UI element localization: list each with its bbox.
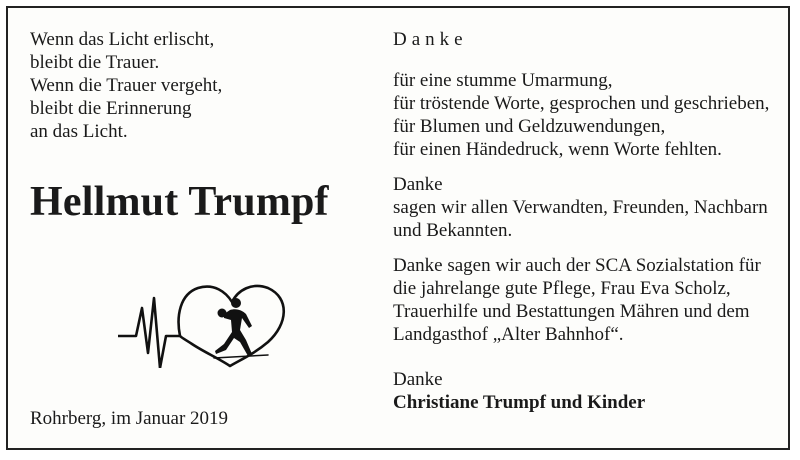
poem-line: bleibt die Erinnerung <box>30 98 192 119</box>
obituary-frame <box>6 6 790 450</box>
thanks-line: für tröstende Worte, gesprochen und geschrieben, <box>393 93 770 114</box>
poem-line: bleibt die Trauer. <box>30 52 160 73</box>
danke-heading: Danke <box>393 29 468 50</box>
right-column <box>393 28 778 426</box>
left-column <box>30 28 360 225</box>
relatives-line: und Bekannten. <box>393 220 513 241</box>
relatives-paragraph <box>393 173 778 242</box>
heartbeat-heart-handball-player-icon <box>118 258 298 368</box>
thanks-line: für einen Händedruck, wenn Worte fehlten. <box>393 139 722 160</box>
thanks-line: für Blumen und Geldzuwendungen, <box>393 116 666 137</box>
station-line: die jahrelange gute Pflege, Frau Eva Scholz, <box>393 278 731 299</box>
relatives-line: sagen wir allen Verwandten, Freunden, Nachbarn <box>393 197 768 218</box>
signature: Christiane Trumpf und Kinder <box>393 392 646 413</box>
deceased-name: Hellmut Trumpf <box>30 179 329 225</box>
poem-line: Wenn das Licht erlischt, <box>30 29 215 50</box>
danke-line: Danke <box>393 174 443 195</box>
place-date: Rohrberg, im Januar 2019 <box>30 408 229 429</box>
thanks-line: für eine stumme Umarmung, <box>393 70 613 91</box>
signature-block <box>393 368 778 414</box>
poem-line: an das Licht. <box>30 121 128 142</box>
station-line: Landgasthof „Alter Bahnhof“. <box>393 324 624 345</box>
station-paragraph <box>393 254 778 346</box>
danke-line: Danke <box>393 369 443 390</box>
station-line: Danke sagen wir auch der SCA Sozialstation für <box>393 255 761 276</box>
thanks-paragraph <box>393 69 778 161</box>
poem-line: Wenn die Trauer vergeht, <box>30 75 223 96</box>
station-line: Trauerhilfe und Bestattungen Mähren und dem <box>393 301 750 322</box>
